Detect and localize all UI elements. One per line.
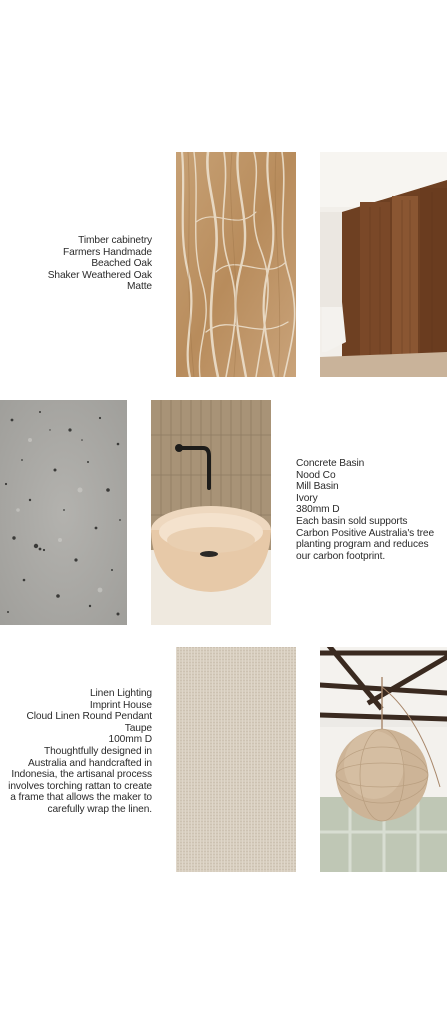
linen-texture-image bbox=[176, 647, 296, 872]
caption-description: Thoughtfully designed in Australia and handcrafted in Indonesia, the artisanal process involves torching rattan to create a frame that allows the maker to carefully wrap the linen. bbox=[8, 745, 152, 815]
caption-line: Timber cabinetry bbox=[78, 235, 152, 246]
caption-line: 100mm D bbox=[108, 734, 152, 746]
caption-line: Farmers Handmade bbox=[63, 246, 152, 258]
timber-cabinet-interior-image bbox=[320, 152, 447, 377]
linen-caption bbox=[8, 688, 152, 816]
concrete-texture-image bbox=[0, 400, 127, 625]
caption-line: 380mm D bbox=[296, 504, 340, 516]
oak-texture-image bbox=[176, 152, 296, 377]
caption-line: Mill Basin bbox=[296, 481, 339, 493]
caption-line: Imprint House bbox=[89, 699, 152, 711]
caption-line: Linen Lighting bbox=[89, 688, 152, 699]
caption-line: Ivory bbox=[296, 492, 318, 504]
basin-tap-image bbox=[151, 400, 271, 625]
caption-line: Beached Oak bbox=[91, 258, 152, 270]
caption-description: Each basin sold supports Carbon Positive Australia's tree planting program and reduces our carbon footprint. bbox=[296, 515, 435, 562]
caption-line: Cloud Linen Round Pendant bbox=[26, 711, 152, 723]
caption-line: Taupe bbox=[124, 722, 152, 734]
basin-caption bbox=[296, 458, 442, 562]
caption-line: Nood Co bbox=[296, 469, 336, 481]
caption-line: Concrete Basin bbox=[296, 458, 365, 469]
pendant-interior-image bbox=[320, 647, 447, 872]
caption-line: Matte bbox=[127, 281, 152, 293]
caption-line: Shaker Weathered Oak bbox=[47, 269, 152, 281]
timber-caption bbox=[10, 235, 152, 293]
